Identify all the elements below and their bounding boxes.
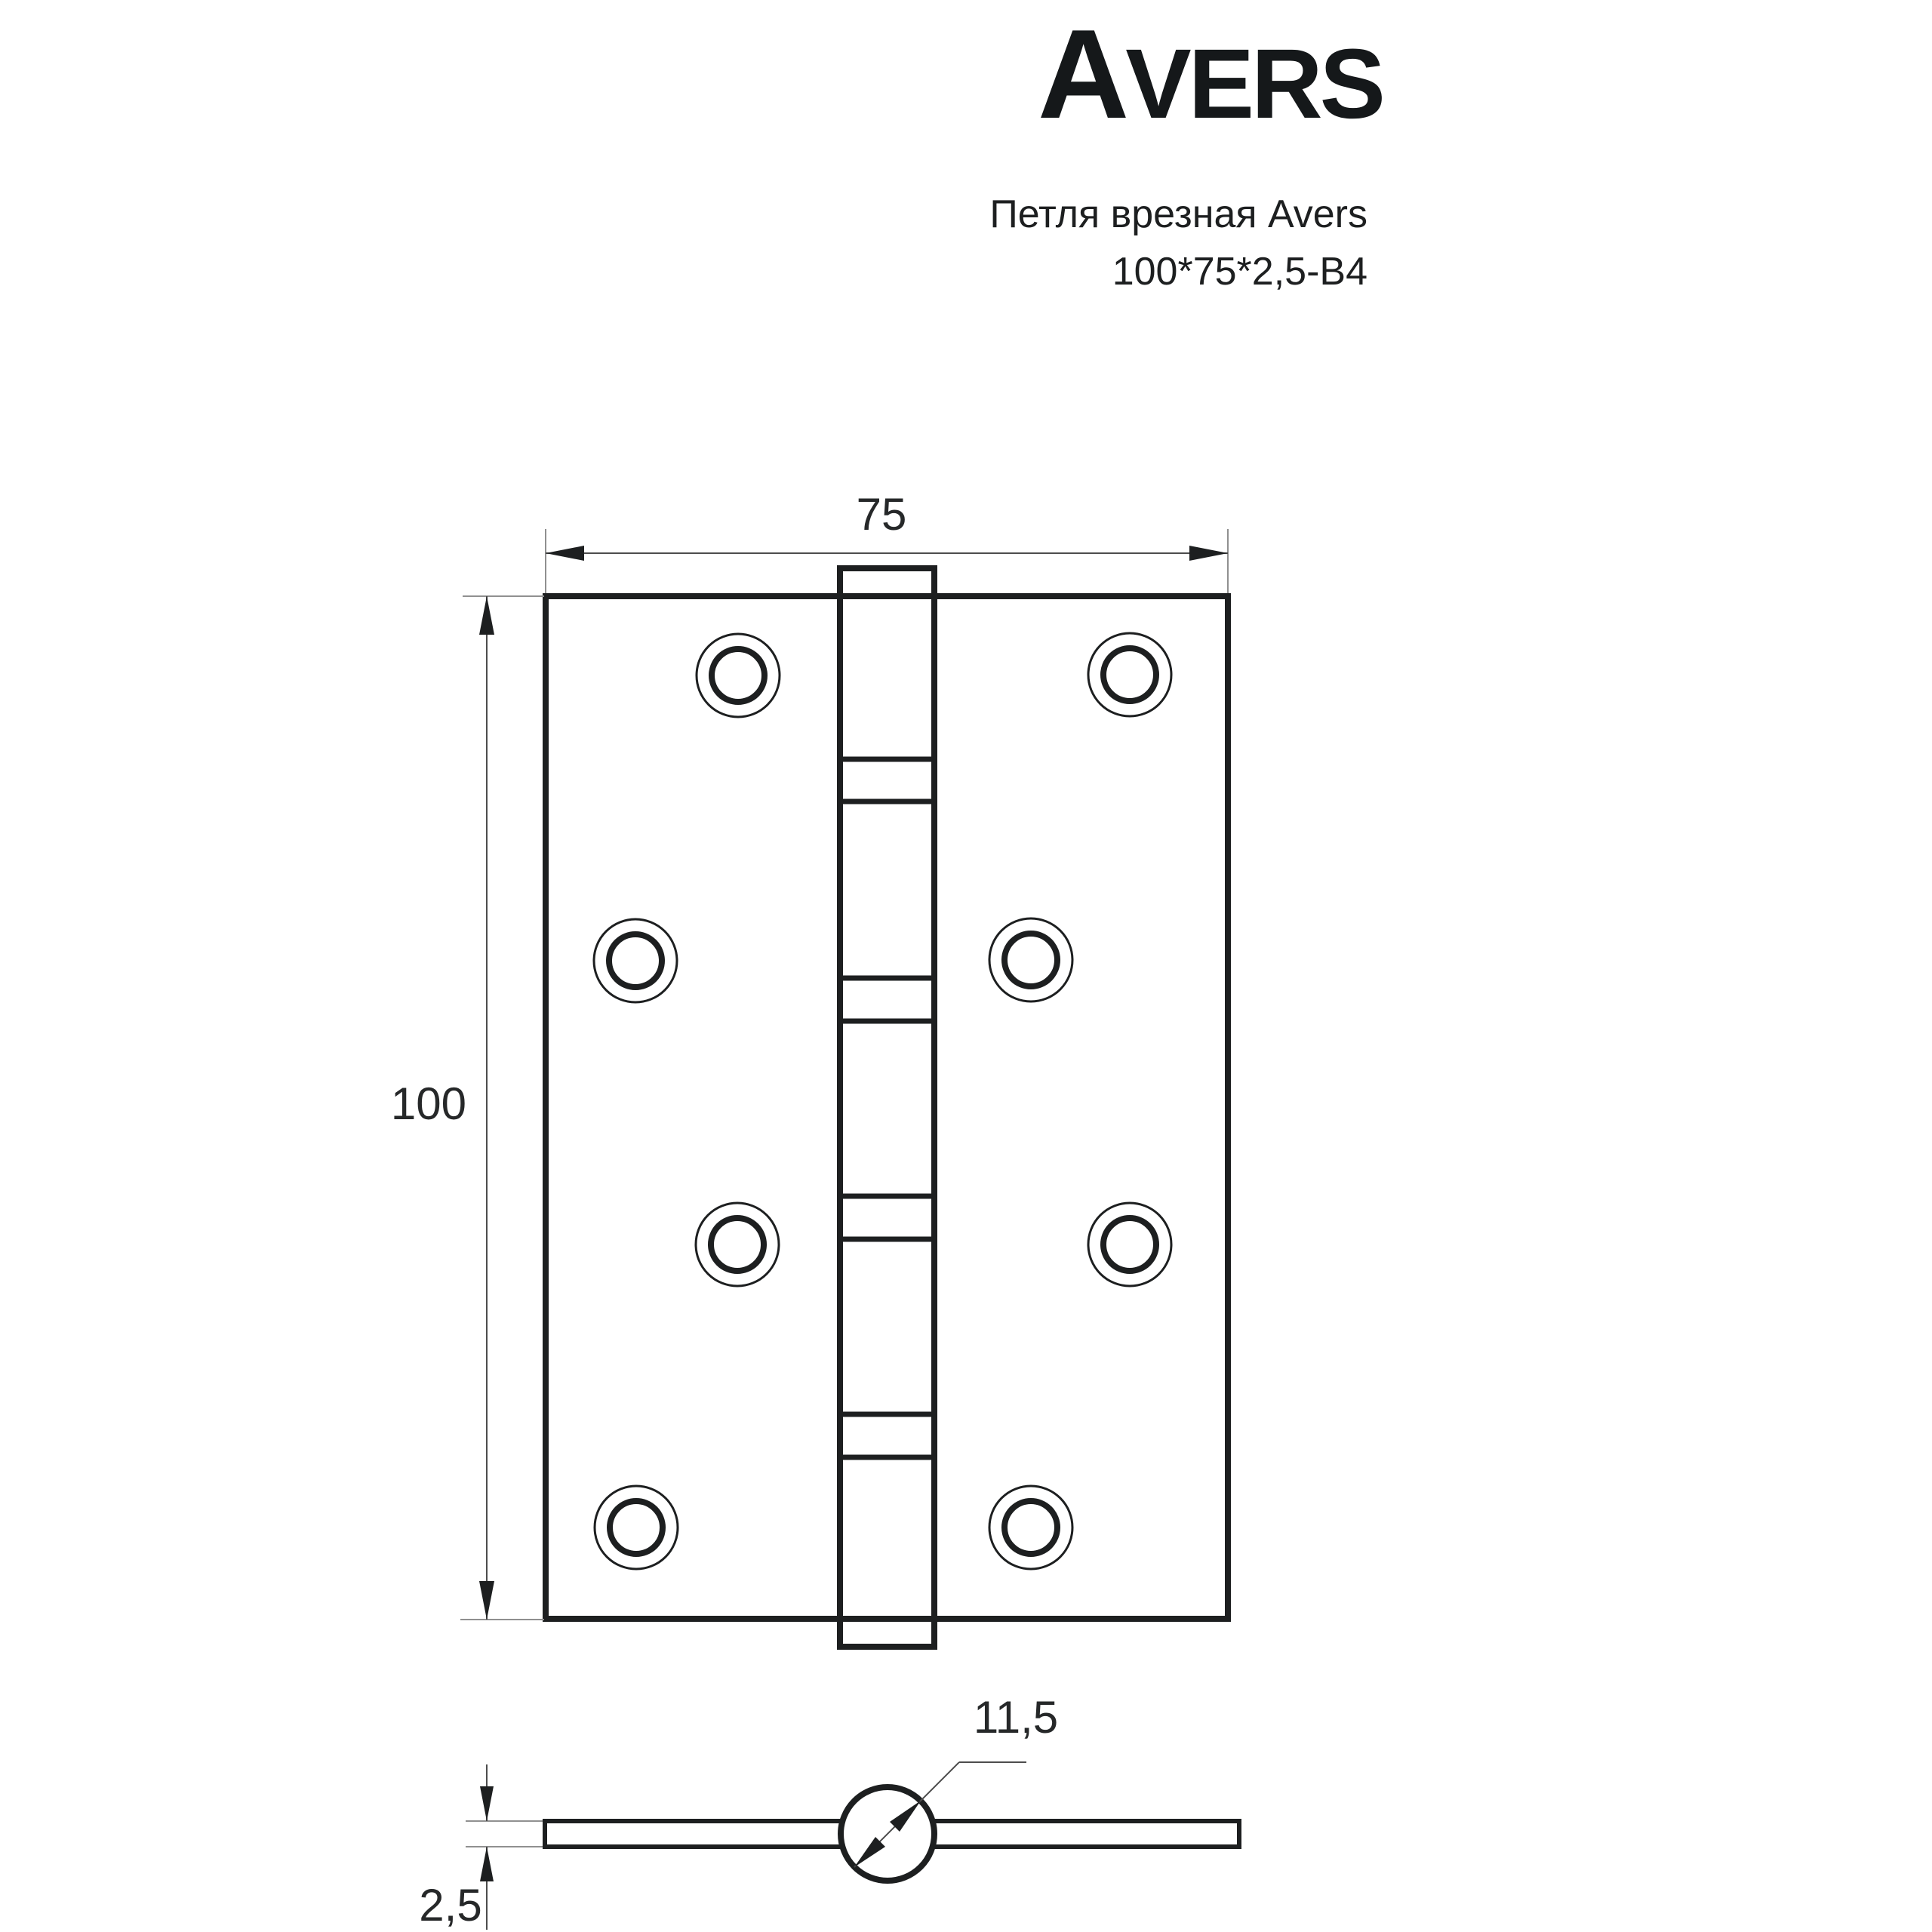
brand-logo-rest: VERS [1125, 28, 1383, 139]
screw-hole-row3-left [696, 1203, 779, 1286]
screw-hole-inner [712, 649, 764, 702]
screw-hole-inner [1004, 1501, 1057, 1554]
arrowhead-left [546, 546, 584, 561]
screw-hole-inner [1103, 648, 1156, 701]
screw-hole-row1-left [697, 634, 780, 717]
brand-logo-initial: A [1037, 3, 1126, 145]
screw-hole-inner [610, 1501, 663, 1554]
screw-hole-inner [711, 1218, 764, 1271]
screw-hole-row1-right [1088, 633, 1171, 716]
arrowhead-right [1189, 546, 1228, 561]
screw-hole-row4-right [989, 1486, 1072, 1569]
screw-hole-row3-right [1088, 1203, 1171, 1286]
arrowhead-down [480, 1786, 494, 1821]
height-dim-label: 100 [390, 1078, 466, 1129]
screw-hole-inner [1004, 934, 1057, 986]
thickness-dim-label: 2,5 [419, 1880, 482, 1930]
screw-hole-inner [609, 934, 662, 987]
arrowhead-up [480, 1847, 494, 1881]
side-view [419, 1692, 1239, 1930]
pin-dim-label: 11,5 [973, 1692, 1059, 1743]
screw-hole-row2-right [989, 918, 1072, 1001]
screw-hole-row2-left [594, 919, 677, 1002]
width-dim-label: 75 [856, 489, 907, 540]
product-title-line1: Петля врезная Avers [989, 192, 1367, 236]
hinge-barrel [840, 568, 934, 1647]
arrowhead-top [479, 596, 494, 635]
screw-hole-inner [1103, 1218, 1156, 1271]
arrowhead-bottom [479, 1581, 494, 1620]
front-view [391, 489, 1228, 1647]
screw-hole-row4-left [595, 1486, 678, 1569]
height-dimension [391, 596, 544, 1620]
product-title-line2: 100*75*2,5-B4 [1112, 250, 1367, 294]
thickness-dimension [419, 1764, 543, 1930]
